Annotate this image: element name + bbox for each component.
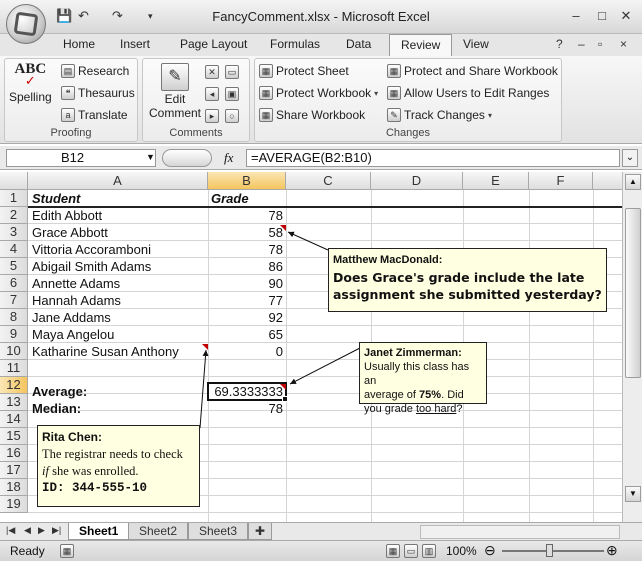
share-workbook-label: Share Workbook <box>276 108 366 122</box>
row-header-17[interactable]: 17 <box>0 462 28 479</box>
zoom-out-icon[interactable]: ⊖ <box>484 542 496 558</box>
research-label: Research <box>78 64 130 78</box>
column-header-d[interactable]: D <box>371 172 463 190</box>
last-sheet-icon[interactable]: ▶| <box>52 525 62 535</box>
column-header-a[interactable]: A <box>28 172 208 190</box>
comment-indicator-b12 <box>280 384 286 390</box>
comment-text: Does Grace's grade include the late assignment she submitted yesterday? <box>333 270 602 302</box>
status-ready: Ready <box>10 544 45 558</box>
normal-view-icon[interactable]: ▦ <box>386 544 400 558</box>
proofing-group-label: Proofing <box>50 127 92 139</box>
allow-users-label: Allow Users to Edit Ranges <box>404 86 550 100</box>
insert-function-icon[interactable]: fx <box>224 150 234 165</box>
comment-underline-text: too hard <box>415 403 457 415</box>
comment-line: ID: 344-555-10 <box>42 481 148 495</box>
formula-bar <box>0 146 642 170</box>
column-header-e[interactable]: E <box>463 172 529 190</box>
row-header-18[interactable]: 18 <box>0 479 28 496</box>
select-all-corner[interactable] <box>0 172 28 190</box>
student-grade-cell[interactable]: 78 <box>268 242 283 257</box>
student-name-cell[interactable]: Abigail Smith Adams <box>32 259 152 274</box>
average-label[interactable]: Average: <box>32 384 88 399</box>
arrow-zimmerman <box>290 348 360 384</box>
student-name-cell[interactable]: Hannah Adams <box>32 293 121 308</box>
horizontal-scrollbar[interactable] <box>420 525 620 539</box>
spelling-button[interactable] <box>9 61 52 104</box>
arrow-macdonald <box>288 232 328 250</box>
protect-and-share-button[interactable] <box>387 64 558 78</box>
student-name-cell[interactable]: Vittoria Accoramboni <box>32 242 151 257</box>
row-header-15[interactable]: 15 <box>0 428 28 445</box>
show-hide-comment-icon[interactable]: ▭ <box>225 65 239 79</box>
next-comment-icon[interactable]: ▸ <box>205 109 219 123</box>
row-header-12[interactable]: 12 <box>0 377 28 394</box>
translate-label: Translate <box>78 108 128 122</box>
student-grade-cell[interactable]: 65 <box>268 327 283 342</box>
row-header-5[interactable]: 5 <box>0 258 28 275</box>
column-headers <box>0 172 622 190</box>
median-label[interactable]: Median: <box>32 401 82 416</box>
column-header-f[interactable]: F <box>529 172 593 190</box>
expand-formula-bar-icon[interactable]: ⌄ <box>622 149 638 167</box>
ribbon <box>0 56 642 144</box>
share-workbook-icon: ▦ <box>259 108 273 122</box>
previous-comment-icon[interactable]: ◂ <box>205 87 219 101</box>
thesaurus-button[interactable] <box>61 86 135 100</box>
name-box[interactable]: B12 <box>6 149 156 167</box>
column-header-c[interactable]: C <box>286 172 371 190</box>
delete-comment-icon[interactable]: ✕ <box>205 65 219 79</box>
track-changes-dropdown-icon: ▾ <box>487 110 492 120</box>
maximize-button[interactable]: □ <box>598 8 606 23</box>
tab-view[interactable]: View <box>463 37 489 51</box>
student-name-cell[interactable]: Katharine Susan Anthony <box>32 344 179 359</box>
tab-formulas[interactable]: Formulas <box>270 37 321 51</box>
comment-line <box>364 388 482 402</box>
header-underline <box>28 206 622 208</box>
spelling-label: Spelling <box>9 90 52 104</box>
row-header-8[interactable]: 8 <box>0 309 28 326</box>
row-header-11[interactable]: 11 <box>0 360 28 377</box>
comment-author: Rita Chen: <box>42 430 102 444</box>
tab-review[interactable]: Review <box>389 34 452 57</box>
row-header-7[interactable]: 7 <box>0 292 28 309</box>
zoom-slider-thumb[interactable] <box>546 544 553 557</box>
comment-indicator-a10 <box>202 344 208 350</box>
research-button[interactable] <box>61 64 129 78</box>
comment-text: she was enrolled. <box>48 464 139 478</box>
page-layout-view-icon[interactable]: ▭ <box>404 544 418 558</box>
comment-zimmerman[interactable] <box>359 342 487 415</box>
comment-author: Janet Zimmerman: <box>364 347 462 359</box>
row-header-1[interactable]: 1 <box>0 190 28 207</box>
gridline-vertical <box>529 190 530 522</box>
comment-macdonald[interactable] <box>328 248 607 312</box>
minimize-button[interactable]: – <box>572 8 580 23</box>
thesaurus-icon: ❝ <box>61 86 75 100</box>
window-title: FancyComment.xlsx - Microsoft Excel <box>212 9 430 24</box>
protect-sheet-icon: ▦ <box>259 64 273 78</box>
protect-sheet-label: Protect Sheet <box>276 64 349 78</box>
column-header-b[interactable]: B <box>208 172 286 190</box>
track-changes-label: Track Changes <box>404 108 485 122</box>
share-workbook-button[interactable] <box>259 108 365 122</box>
page-break-view-icon[interactable]: ▥ <box>422 544 436 558</box>
zoom-slider-track[interactable] <box>502 550 604 552</box>
protect-workbook-button[interactable] <box>259 86 378 100</box>
row-header-16[interactable]: 16 <box>0 445 28 462</box>
allow-users-icon: ▦ <box>387 86 401 100</box>
proofing-group <box>4 58 138 142</box>
ribbon-tabs <box>0 34 642 56</box>
undo-icon[interactable]: ↶ <box>78 8 89 23</box>
ribbon-restore-icon[interactable]: ▫ <box>598 37 603 51</box>
name-box-dropdown-icon[interactable]: ▼ <box>146 152 155 162</box>
gridline-horizontal <box>28 410 622 411</box>
close-button[interactable]: ✕ <box>620 8 632 23</box>
macro-record-icon[interactable]: ▦ <box>60 544 74 558</box>
comment-line: The registrar needs to check <box>42 447 183 461</box>
comment-text: ? <box>456 403 463 415</box>
vertical-scrollbar[interactable] <box>622 172 642 522</box>
row-header-3[interactable]: 3 <box>0 224 28 241</box>
comment-text: average of <box>364 389 420 401</box>
thesaurus-label: Thesaurus <box>78 86 135 100</box>
row-header-10[interactable]: 10 <box>0 343 28 360</box>
student-grade-cell[interactable]: 0 <box>275 344 283 359</box>
comment-line <box>364 402 482 416</box>
row-header-4[interactable]: 4 <box>0 241 28 258</box>
comment-indicator-b3 <box>280 225 286 231</box>
tab-page-layout[interactable]: Page Layout <box>180 37 248 51</box>
tab-data[interactable]: Data <box>346 37 372 51</box>
customize-quick-access-icon[interactable]: ▾ <box>148 11 153 21</box>
student-name-cell[interactable]: Grace Abbott <box>32 225 108 240</box>
show-all-comments-icon[interactable]: ▣ <box>225 87 239 101</box>
student-name-cell[interactable]: Maya Angelou <box>32 327 115 342</box>
student-grade-cell[interactable]: 58 <box>268 225 283 240</box>
comment-text: . Did <box>441 389 464 401</box>
student-grade-cell[interactable]: 86 <box>268 259 283 274</box>
row-header-19[interactable]: 19 <box>0 496 28 513</box>
track-changes-icon: ✎ <box>387 108 401 122</box>
sheet-tab-2[interactable]: Sheet2 <box>128 523 188 540</box>
gridline-vertical <box>286 190 287 522</box>
sheet-tab-1[interactable]: Sheet1 <box>68 523 129 540</box>
header-grade[interactable]: Grade <box>211 191 249 206</box>
gridline-vertical <box>593 190 594 522</box>
redo-icon[interactable]: ↷ <box>112 8 123 23</box>
protect-sheet-button[interactable] <box>259 64 349 78</box>
row-header-2[interactable]: 2 <box>0 207 28 224</box>
row-header-13[interactable]: 13 <box>0 394 28 411</box>
tab-home[interactable]: Home <box>63 37 96 51</box>
row-header-14[interactable]: 14 <box>0 411 28 428</box>
comments-group <box>142 58 250 142</box>
prev-sheet-icon[interactable]: ◀ <box>24 525 31 535</box>
protect-and-share-icon: ▦ <box>387 64 401 78</box>
comment-text: you grade <box>364 403 416 415</box>
save-icon[interactable]: 💾 <box>56 8 73 23</box>
protect-workbook-icon: ▦ <box>259 86 273 100</box>
spelling-check-icon: ✓ <box>24 73 36 88</box>
comment-bold-text: 75% <box>419 389 442 401</box>
changes-group-label: Changes <box>385 127 431 139</box>
allow-users-button[interactable] <box>387 86 549 100</box>
comment-italic-text: if <box>42 464 49 478</box>
office-button[interactable] <box>6 4 46 44</box>
translate-button[interactable] <box>61 108 128 122</box>
next-sheet-icon[interactable]: ▶ <box>38 525 45 535</box>
student-name-cell[interactable]: Annette Adams <box>32 276 121 291</box>
student-name-cell[interactable]: Edith Abbott <box>32 208 103 223</box>
track-changes-button[interactable] <box>387 108 492 122</box>
row-header-6[interactable]: 6 <box>0 275 28 292</box>
comments-group-label: Comments <box>169 127 223 139</box>
scroll-up-icon[interactable]: ▲ <box>625 174 641 190</box>
changes-group <box>254 58 562 142</box>
gridline-horizontal <box>28 376 622 377</box>
student-grade-cell[interactable]: 90 <box>268 276 283 291</box>
comment-author: Matthew MacDonald: <box>333 254 443 266</box>
edit-comment-button[interactable] <box>149 63 201 120</box>
protect-workbook-dropdown-icon: ▾ <box>374 88 379 98</box>
header-student[interactable]: Student <box>32 191 81 206</box>
comment-line: Usually this class has an <box>364 361 470 387</box>
gridline-horizontal <box>28 223 622 224</box>
comment-chen[interactable] <box>37 425 200 507</box>
scroll-down-icon[interactable]: ▼ <box>625 486 641 502</box>
first-sheet-icon[interactable]: |◀ <box>6 525 16 535</box>
status-bar <box>0 540 642 561</box>
gridline-horizontal <box>28 393 622 394</box>
title-bar <box>0 0 642 34</box>
protect-and-share-label: Protect and Share Workbook <box>404 64 558 78</box>
formula-input[interactable]: =AVERAGE(B2:B10) <box>246 149 620 167</box>
sheet-tab-3[interactable]: Sheet3 <box>188 523 248 540</box>
student-grade-cell[interactable]: 77 <box>268 293 283 308</box>
row-header-9[interactable]: 9 <box>0 326 28 343</box>
student-name-cell[interactable]: Jane Addams <box>32 310 111 325</box>
insert-sheet-icon[interactable]: ✚ <box>248 523 272 540</box>
tab-insert[interactable]: Insert <box>120 37 151 51</box>
column-header-g[interactable] <box>593 172 622 190</box>
average-value[interactable]: 69.3333333 <box>214 384 283 399</box>
zoom-in-icon[interactable]: ⊕ <box>606 542 618 558</box>
worksheet-grid[interactable] <box>0 172 622 522</box>
student-grade-cell[interactable]: 92 <box>268 310 283 325</box>
office-logo-icon <box>14 12 39 37</box>
formula-bar-handle[interactable] <box>162 149 212 167</box>
median-value[interactable]: 78 <box>268 401 283 416</box>
scroll-thumb[interactable] <box>625 208 641 378</box>
translate-icon: a <box>61 108 75 122</box>
protect-workbook-label: Protect Workbook <box>276 86 372 100</box>
ribbon-minimize-icon[interactable]: – <box>578 37 585 51</box>
edit-comment-icon: ✎ <box>161 63 189 91</box>
show-ink-icon[interactable]: ○ <box>225 109 239 123</box>
spelling-icon: ABC <box>14 61 47 77</box>
gridline-horizontal <box>28 512 622 513</box>
zoom-level[interactable]: 100% <box>446 544 477 558</box>
comment-line <box>42 463 195 480</box>
arrow-chen <box>200 350 206 428</box>
gridline-horizontal <box>28 325 622 326</box>
sheet-tab-bar <box>0 522 642 540</box>
research-icon: ▤ <box>61 64 75 78</box>
help-icon[interactable]: ? <box>556 37 563 51</box>
ribbon-close-icon[interactable]: × <box>620 37 628 51</box>
student-grade-cell[interactable]: 78 <box>268 208 283 223</box>
edit-comment-label: Edit Comment <box>149 92 202 120</box>
